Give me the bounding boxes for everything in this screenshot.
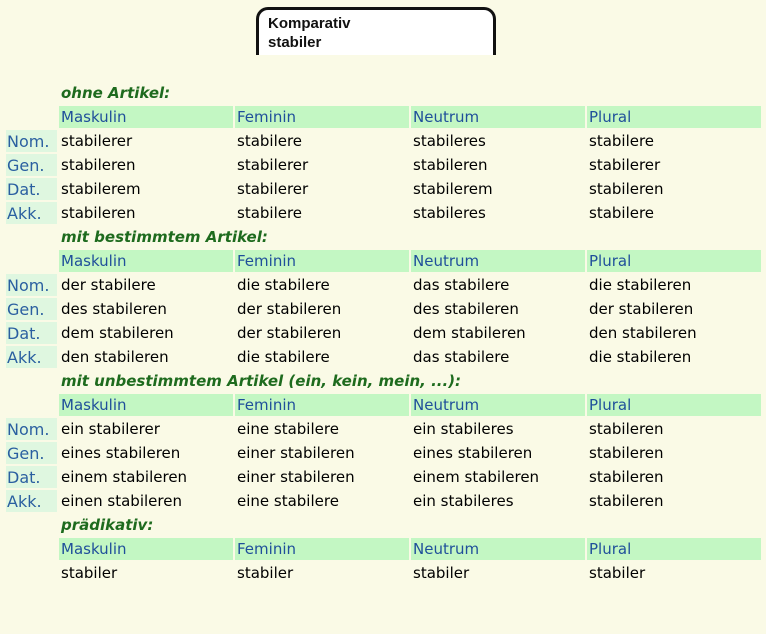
table-row: [6, 178, 761, 200]
form-cell: stabilerer: [589, 156, 661, 174]
gender-header: Neutrum: [411, 106, 585, 128]
title-box-line1: Komparativ: [268, 15, 351, 32]
form-cell: stabilerer: [61, 132, 133, 150]
title-box: [256, 7, 496, 55]
form-cell: der stabileren: [237, 324, 342, 342]
table-row: [6, 130, 761, 152]
blank-cell: [6, 538, 57, 560]
table-row: [6, 466, 761, 488]
gender-header: Plural: [587, 106, 761, 128]
table-row: [6, 154, 761, 176]
form-cell: stabileren: [589, 180, 664, 198]
form-cell: stabilerem: [413, 180, 493, 198]
section-title: mit bestimmtem Artikel:: [61, 228, 268, 246]
gender-header: Maskulin: [59, 394, 233, 416]
form-cell: der stabileren: [589, 300, 694, 318]
form-cell: einer stabileren: [237, 468, 355, 486]
form-cell: stabileren: [589, 444, 664, 462]
form-cell: stabiler: [413, 564, 470, 582]
form-cell: einem stabileren: [61, 468, 188, 486]
form-cell: stabileres: [413, 204, 486, 222]
gender-header: Feminin: [235, 250, 409, 272]
case-label: Gen.: [6, 154, 57, 176]
blank-cell: [6, 226, 57, 248]
table-row: [6, 322, 761, 344]
gender-header-row: [6, 394, 761, 416]
gender-header: Maskulin: [59, 250, 233, 272]
form-cell: dem stabileren: [61, 324, 174, 342]
section-title-row: [6, 514, 761, 536]
gender-header: Feminin: [235, 106, 409, 128]
case-label: [6, 562, 57, 584]
gender-header-row: [6, 106, 761, 128]
form-cell: den stabileren: [61, 348, 169, 366]
form-cell: ein stabileres: [413, 492, 514, 510]
blank-cell: [6, 394, 57, 416]
gender-header-row: [6, 250, 761, 272]
case-label: Dat.: [6, 466, 57, 488]
blank-cell: [6, 250, 57, 272]
form-cell: des stabileren: [61, 300, 167, 318]
form-cell: stabileren: [61, 156, 136, 174]
table-row: [6, 418, 761, 440]
form-cell: stabileren: [61, 204, 136, 222]
section-title-row: [6, 82, 761, 104]
gender-header: Neutrum: [411, 538, 585, 560]
case-label: Akk.: [6, 490, 57, 512]
form-cell: die stabileren: [589, 348, 692, 366]
form-cell: stabileren: [589, 420, 664, 438]
form-cell: einer stabileren: [237, 444, 355, 462]
gender-header: Plural: [587, 250, 761, 272]
form-cell: stabilere: [237, 204, 303, 222]
form-cell: eine stabilere: [237, 492, 339, 510]
form-cell: der stabileren: [237, 300, 342, 318]
form-cell: die stabilere: [237, 348, 330, 366]
case-label: Nom.: [6, 274, 57, 296]
case-label: Dat.: [6, 178, 57, 200]
table-row: [6, 562, 761, 584]
gender-header: Feminin: [235, 394, 409, 416]
form-cell: stabileren: [589, 492, 664, 510]
blank-cell: [6, 82, 57, 104]
case-label: Akk.: [6, 202, 57, 224]
blank-cell: [6, 514, 57, 536]
form-cell: stabiler: [589, 564, 646, 582]
form-cell: stabilerer: [237, 156, 309, 174]
case-label: Nom.: [6, 130, 57, 152]
gender-header: Neutrum: [411, 394, 585, 416]
form-cell: stabileren: [589, 468, 664, 486]
form-cell: die stabilere: [237, 276, 330, 294]
form-cell: das stabilere: [413, 348, 510, 366]
form-cell: stabilerem: [61, 180, 141, 198]
title-box-line2: stabiler: [268, 34, 322, 51]
case-label: Gen.: [6, 298, 57, 320]
section-title: ohne Artikel:: [61, 84, 171, 102]
case-label: Akk.: [6, 346, 57, 368]
blank-cell: [6, 106, 57, 128]
form-cell: stabiler: [237, 564, 294, 582]
table-row: [6, 490, 761, 512]
form-cell: stabilere: [589, 132, 655, 150]
gender-header: Plural: [587, 538, 761, 560]
form-cell: die stabileren: [589, 276, 692, 294]
declension-table: [4, 80, 763, 586]
gender-header: Maskulin: [59, 538, 233, 560]
table-row: [6, 202, 761, 224]
gender-header: Feminin: [235, 538, 409, 560]
gender-header-row: [6, 538, 761, 560]
section-title: mit unbestimmtem Artikel (ein, kein, mein, ...):: [61, 372, 462, 390]
form-cell: des stabileren: [413, 300, 519, 318]
form-cell: einem stabileren: [413, 468, 540, 486]
form-cell: eines stabileren: [413, 444, 533, 462]
table-row: [6, 442, 761, 464]
form-cell: das stabilere: [413, 276, 510, 294]
section-title: prädikativ:: [61, 516, 154, 534]
table-row: [6, 346, 761, 368]
form-cell: den stabileren: [589, 324, 697, 342]
form-cell: stabilere: [589, 204, 655, 222]
form-cell: stabilere: [237, 132, 303, 150]
form-cell: eine stabilere: [237, 420, 339, 438]
form-cell: stabileres: [413, 132, 486, 150]
form-cell: stabilerer: [237, 180, 309, 198]
form-cell: stabileren: [413, 156, 488, 174]
gender-header: Neutrum: [411, 250, 585, 272]
form-cell: einen stabileren: [61, 492, 182, 510]
table-row: [6, 274, 761, 296]
form-cell: eines stabileren: [61, 444, 181, 462]
form-cell: ein stabileres: [413, 420, 514, 438]
case-label: Gen.: [6, 442, 57, 464]
case-label: Dat.: [6, 322, 57, 344]
gender-header: Plural: [587, 394, 761, 416]
case-label: Nom.: [6, 418, 57, 440]
form-cell: dem stabileren: [413, 324, 526, 342]
section-title-row: [6, 370, 761, 392]
form-cell: der stabilere: [61, 276, 156, 294]
section-title-row: [6, 226, 761, 248]
table-row: [6, 298, 761, 320]
form-cell: ein stabilerer: [61, 420, 160, 438]
blank-cell: [6, 370, 57, 392]
form-cell: stabiler: [61, 564, 118, 582]
gender-header: Maskulin: [59, 106, 233, 128]
